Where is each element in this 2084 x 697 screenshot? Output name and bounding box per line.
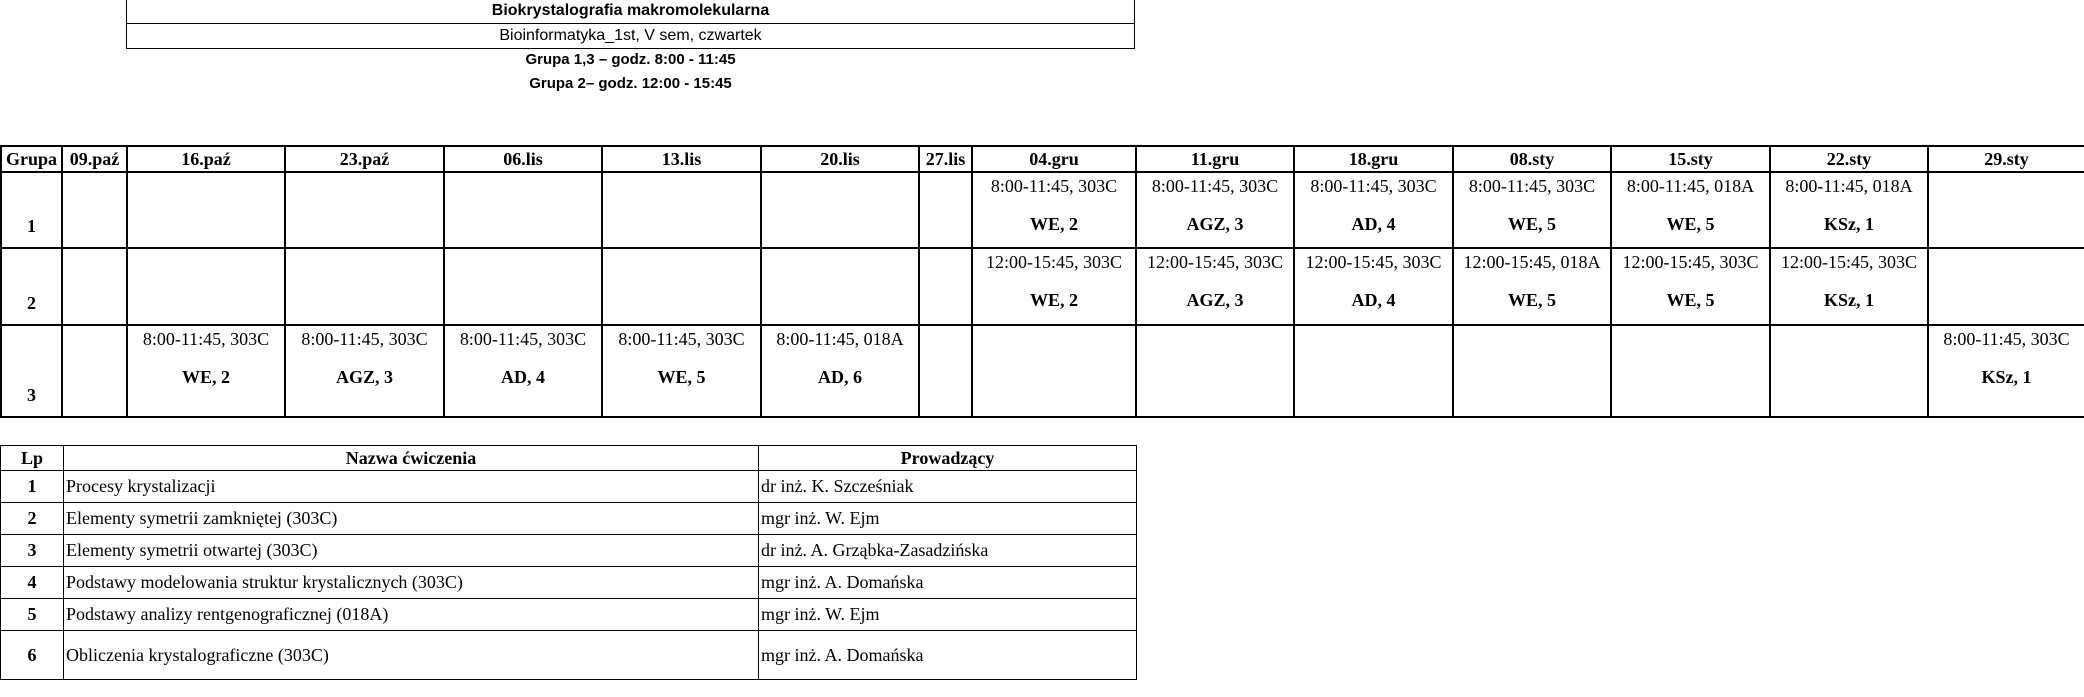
- schedule-row: [1, 172, 2084, 248]
- empty-slot: [761, 172, 919, 248]
- slot-code: KSz, 1: [1981, 367, 2032, 387]
- empty-slot: [919, 248, 972, 325]
- slot-code: WE, 5: [1507, 214, 1556, 234]
- slot-code: AGZ, 3: [1186, 290, 1244, 310]
- slot-time: 12:00-15:45, 303C: [985, 252, 1122, 272]
- date-header: 11.gru: [1136, 146, 1294, 172]
- empty-slot: [62, 248, 127, 325]
- slot-time: 8:00-11:45, 303C: [459, 329, 587, 349]
- slot-code: WE, 5: [1507, 290, 1556, 310]
- schedule-slot: [1611, 172, 1770, 248]
- empty-slot: [444, 248, 602, 325]
- legend-lp: 5: [1, 599, 64, 631]
- slot-code: KSz, 1: [1823, 290, 1874, 310]
- empty-slot: [919, 325, 972, 417]
- group-label: 1: [1, 172, 62, 248]
- slot-code: AGZ, 3: [335, 367, 393, 387]
- group-label: 2: [1, 248, 62, 325]
- slot-code: WE, 5: [1666, 214, 1715, 234]
- slot-time: 12:00-15:45, 303C: [1622, 252, 1759, 272]
- empty-slot: [761, 248, 919, 325]
- group2-hours: Grupa 2– godz. 12:00 - 15:45: [529, 75, 732, 92]
- schedule-slot: [1928, 325, 2084, 417]
- legend-lp: 4: [1, 567, 64, 599]
- legend-lp: 3: [1, 535, 64, 567]
- schedule-slot: [444, 325, 602, 417]
- date-header: 06.lis: [444, 146, 602, 172]
- schedule-slot: [1770, 248, 1928, 325]
- legend-row: [1, 599, 1137, 631]
- legend-exercise-name: Elementy symetrii zamkniętej (303C): [64, 503, 759, 535]
- slot-code: AD, 4: [1351, 290, 1396, 310]
- empty-slot: [127, 248, 285, 325]
- group13-hours: Grupa 1,3 – godz. 8:00 - 11:45: [525, 51, 736, 68]
- schedule-header-row: [1, 146, 2084, 172]
- slot-time: 12:00-15:45, 018A: [1463, 252, 1601, 272]
- empty-slot: [285, 172, 444, 248]
- slot-code: KSz, 1: [1823, 214, 1874, 234]
- empty-slot: [1928, 248, 2084, 325]
- slot-time: 12:00-15:45, 303C: [1146, 252, 1283, 272]
- date-header: 18.gru: [1294, 146, 1453, 172]
- schedule-slot: [1136, 248, 1294, 325]
- legend-exercise-name: Podstawy analizy rentgenograficznej (018A): [64, 599, 759, 631]
- date-header: 22.sty: [1770, 146, 1928, 172]
- legend-exercise-name: Obliczenia krystalograficzne (303C): [64, 631, 759, 680]
- empty-slot: [972, 325, 1136, 417]
- slot-code: WE, 2: [1029, 290, 1078, 310]
- schedule-row: [1, 248, 2084, 325]
- legend-row: [1, 567, 1137, 599]
- slot-time: 8:00-11:45, 303C: [1151, 176, 1279, 196]
- empty-slot: [919, 172, 972, 248]
- schedule-slot: [1611, 248, 1770, 325]
- empty-slot: [62, 172, 127, 248]
- schedule-slot: [972, 248, 1136, 325]
- slot-time: 8:00-11:45, 303C: [301, 329, 428, 349]
- legend-teacher: mgr inż. W. Ejm: [759, 503, 1137, 535]
- slot-time: 8:00-11:45, 303C: [142, 329, 270, 349]
- schedule-slot: [127, 325, 285, 417]
- legend-teacher: mgr inż. A. Domańska: [759, 631, 1137, 680]
- empty-slot: [1136, 325, 1294, 417]
- group-label: 3: [1, 325, 62, 417]
- empty-slot: [1770, 325, 1928, 417]
- date-header: 09.paź: [62, 146, 127, 172]
- legend-exercise-name: Procesy krystalizacji: [64, 471, 759, 503]
- schedule-slot: [972, 172, 1136, 248]
- empty-slot: [1453, 325, 1611, 417]
- slot-code: WE, 2: [1029, 214, 1078, 234]
- slot-time: 8:00-11:45, 303C: [618, 329, 745, 349]
- legend-teacher: dr inż. K. Szcześniak: [759, 471, 1137, 503]
- empty-slot: [602, 172, 761, 248]
- empty-slot: [444, 172, 602, 248]
- empty-slot: [1611, 325, 1770, 417]
- date-header: 13.lis: [602, 146, 761, 172]
- date-header: 08.sty: [1453, 146, 1611, 172]
- empty-slot: [602, 248, 761, 325]
- date-header: 04.gru: [972, 146, 1136, 172]
- date-header: 29.sty: [1928, 146, 2084, 172]
- slot-code: AGZ, 3: [1186, 214, 1244, 234]
- slot-time: 8:00-11:45, 303C: [1468, 176, 1596, 196]
- legend-lp: 6: [1, 631, 64, 680]
- legend-lp: 1: [1, 471, 64, 503]
- slot-code: WE, 2: [181, 367, 230, 387]
- legend-exercise-name: Podstawy modelowania struktur krystalicznych (303C): [64, 567, 759, 599]
- course-title: Biokrystalografia makromolekularna: [126, 0, 1135, 24]
- date-header: 16.paź: [127, 146, 285, 172]
- slot-time: 8:00-11:45, 018A: [776, 329, 904, 349]
- empty-slot: [62, 325, 127, 417]
- legend-teacher: dr inż. A. Grząbka-Zasadzińska: [759, 535, 1137, 567]
- schedule-table: [0, 145, 2084, 418]
- empty-slot: [1928, 172, 2084, 248]
- legend-name-header: Nazwa ćwiczenia: [64, 446, 759, 471]
- date-header: 15.sty: [1611, 146, 1770, 172]
- schedule-slot: [1770, 172, 1928, 248]
- slot-time: 8:00-11:45, 018A: [1785, 176, 1913, 196]
- slot-time: 8:00-11:45, 303C: [990, 176, 1118, 196]
- schedule-slot: [285, 325, 444, 417]
- date-header: 27.lis: [919, 146, 972, 172]
- legend-exercise-name: Elementy symetrii otwartej (303C): [64, 535, 759, 567]
- slot-code: AD, 4: [501, 367, 545, 387]
- schedule-slot: [1294, 248, 1453, 325]
- slot-code: WE, 5: [657, 367, 706, 387]
- legend-lp: 2: [1, 503, 64, 535]
- empty-slot: [1294, 325, 1453, 417]
- exercise-legend-table: [0, 445, 1137, 680]
- schedule-slot: [1136, 172, 1294, 248]
- empty-slot: [127, 172, 285, 248]
- date-header: 23.paź: [285, 146, 444, 172]
- legend-row: [1, 471, 1137, 503]
- slot-time: 8:00-11:45, 303C: [1943, 329, 2070, 349]
- legend-row: [1, 631, 1137, 680]
- legend-row: [1, 503, 1137, 535]
- legend-header-row: [1, 446, 1137, 471]
- slot-time: 12:00-15:45, 303C: [1305, 252, 1442, 272]
- schedule-slot: [1294, 172, 1453, 248]
- empty-slot: [285, 248, 444, 325]
- legend-teacher: mgr inż. W. Ejm: [759, 599, 1137, 631]
- legend-lp-header: Lp: [1, 446, 64, 471]
- slot-code: AD, 6: [818, 367, 862, 387]
- legend-teacher-header: Prowadzący: [759, 446, 1137, 471]
- legend-teacher: mgr inż. A. Domańska: [759, 567, 1137, 599]
- legend-row: [1, 535, 1137, 567]
- group-column-header: Grupa: [1, 146, 62, 172]
- schedule-slot: [602, 325, 761, 417]
- course-subtitle: Bioinformatyka_1st, V sem, czwartek: [126, 24, 1135, 49]
- slot-time: 8:00-11:45, 303C: [1310, 176, 1437, 196]
- schedule-slot: [761, 325, 919, 417]
- slot-time: 8:00-11:45, 018A: [1626, 176, 1755, 196]
- slot-code: WE, 5: [1666, 290, 1715, 310]
- date-header: 20.lis: [761, 146, 919, 172]
- schedule-slot: [1453, 248, 1611, 325]
- schedule-slot: [1453, 172, 1611, 248]
- slot-time: 12:00-15:45, 303C: [1780, 252, 1917, 272]
- schedule-row: [1, 325, 2084, 417]
- slot-code: AD, 4: [1351, 214, 1396, 234]
